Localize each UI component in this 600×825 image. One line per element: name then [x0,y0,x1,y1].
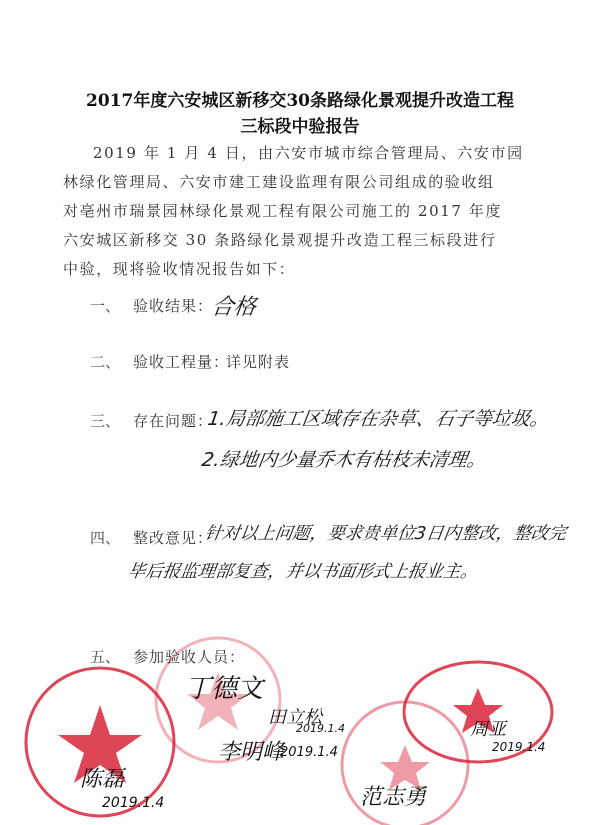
signature: 周亚 [470,719,506,740]
section-4-value-2: 毕后报监理部复查，并以书面形式上报业主。 [126,562,480,582]
intro-line: 林绿化管理局、六安市建工建设监理有限公司组成的验收组 [63,173,495,191]
signature: 田立松 [268,707,322,728]
intro-line: 六安城区新移交 30 条路绿化景观提升改造工程三标段进行 [63,231,497,249]
signature-date: 2019.1.4 [296,722,345,735]
intro-line: 对亳州市瑞景园林绿化景观工程有限公司施工的 2017 年度 [63,202,503,220]
signature-date: 2019.1.4 [102,795,165,811]
section-3-num: 三、 [90,412,121,430]
seal-urban-management [26,668,174,816]
signature-date: 2019.1.4 [492,740,546,754]
signature: 陈磊 [80,767,125,792]
section-3-value-1: 1.局部施工区域存在杂草、石子等垃圾。 [206,408,551,430]
section-5-label: 参加验收人员： [133,648,246,666]
section-1-num: 一、 [90,297,121,315]
intro-line: 中验，现将验收情况报告如下： [63,260,296,278]
intro-line: 2019 年 1 月 4 日，由六安市城市综合管理局、六安市园 [93,144,524,162]
signature: 范志勇 [360,785,427,810]
section-1-value: 合格 [209,295,258,320]
title-line-1: 2017年度六安城区新移交30条路绿化景观提升改造工程 [86,91,514,111]
section-1-label: 验收结果： [133,297,214,315]
signature: 丁德文 [185,674,264,704]
section-2-label: 验收工程量： [133,353,230,371]
section-4-label: 整改意见： [133,529,214,547]
signature: 李明峰 [218,740,285,765]
section-5-num: 五、 [90,648,121,666]
section-3-label: 存在问题： [133,412,214,430]
signature-date: 2019.1.4 [280,745,338,760]
section-3-value-2: 2.绿地内少量乔木有枯枝未清理。 [200,449,488,471]
title-line-2: 三标段中验报告 [240,117,360,137]
section-2-num: 二、 [90,353,121,371]
section-4-num: 四、 [90,529,121,547]
section-4-value-1: 针对以上问题，要求贵单位3日内整改，整改完 [203,524,568,544]
section-2-value: 详见附表 [226,353,291,371]
